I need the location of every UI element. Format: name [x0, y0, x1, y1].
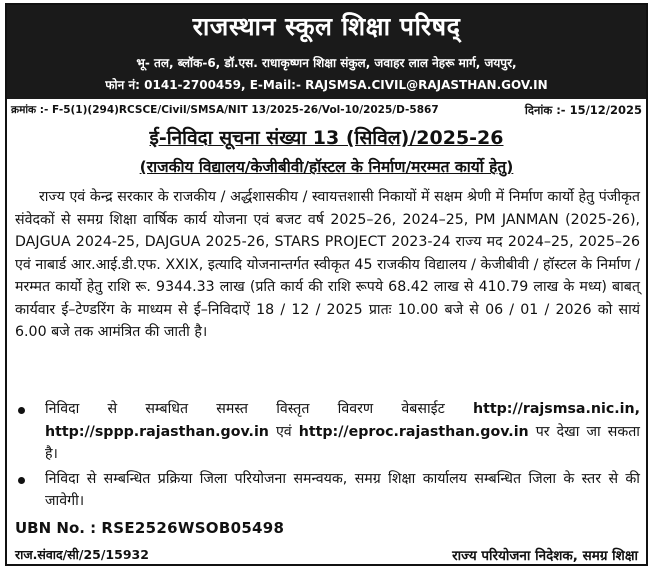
bullet-dot-icon: [18, 477, 25, 484]
body-paragraph: राज्य एवं केन्द्र सरकार के राजकीय / अर्द्धशासकीय / स्वायत्तशासी निकायों में सक्षम श्रेणी में निर्माण कार्यो हेतु पंजीकृत संवेदकों से समग्र शिक्षा वार्षिक कार्य योजना एवं बजट वर्ष 2025–26, 2024–25, PM JANMAN (2025-26), DAJGUA 2024-25, DAJGUA 2025-26, STARS PROJECT 2023-24 राज्य मद 2024–25, 2025–26 एवं नाबार्ड आर.आई.डी.एफ. XXIX, इत्यादि योजनान्तर्गत स्वीकृत 45 राजकीय विद्यालय / केजीबीवी / हॉस्टल के निर्माण / मरम्मत कार्यो हेतु राशि रू. 9344.33 लाख (प्रति कार्य की राशि रूपये 68.42 लाख से 410.79 लाख के मध्य) बाबत् कार्यवार ई–टेण्डरिंग के माध्यम से ई–निविदाऐं 18 / 12 / 2025 प्रातः 10.00 बजे से 06 / 01 / 2026 को सायं 6.00 बजे तक आमंत्रित की जाती है।: [15, 189, 640, 340]
bullet-text: निविदा से सम्बन्धित प्रक्रिया जिला परियोजना समन्वयक, समग्र शिक्षा कार्यालय सम्बन्धित जिला के स्तर से की जावेगी।: [45, 470, 640, 509]
link-sppp[interactable]: http://sppp.rajasthan.gov.in: [45, 423, 269, 440]
org-contact: [7, 76, 646, 93]
raj-samvad-number: राज.संवाद/सी/25/15932: [15, 547, 149, 562]
bullet-dot-icon: [18, 407, 25, 414]
bullet-item-website: [15, 398, 640, 466]
email-address: RAJSMSA.CIVIL@RAJASTHAN.GOV.IN: [305, 78, 548, 92]
ubn-label: UBN No. :: [15, 519, 97, 537]
org-address: भू- तल, ब्लॉक-6, डॉ.एस. राधाकृष्णन शिक्षा संकुल, जवाहर लाल नेहरू मार्ग, जयपुर,: [136, 56, 517, 70]
notice-subtitle-text: (राजकीय विद्यालय/केजीबीवी/हॉस्टल के निर्माण/मरम्मत कार्यो हेतु): [139, 158, 514, 176]
tender-notice: [5, 3, 648, 566]
notice-title-text: ई-निविदा सूचना संख्या 13 (सिविल)/2025-26: [149, 127, 504, 149]
bullet-text: निविदा से सम्बधित समस्त विस्तृत विवरण वेबसाईट: [45, 401, 445, 417]
reference-number: [11, 103, 439, 117]
ubn-number: [15, 519, 284, 537]
date-label: दिनांक :-: [524, 103, 566, 117]
notice-bullets: [15, 398, 640, 515]
phone-number: 0141-2700459,: [144, 78, 246, 92]
ubn-value: RSE2526WSOB05498: [101, 519, 285, 537]
email-label: E-Mail:-: [249, 78, 301, 92]
date-value: 15/12/2025: [569, 103, 642, 117]
header-banner: [7, 5, 646, 99]
org-name: राजस्थान स्कूल शिक्षा परिषद्: [192, 12, 461, 41]
bullet-item-process: [15, 468, 640, 513]
phone-label: फोन नं:: [105, 78, 140, 92]
bullet-text: पर देखा जा सकता है।: [45, 423, 640, 462]
notice-subtitle: [7, 155, 646, 177]
issuing-authority: राज्य परियोजना निदेशक, समग्र शिक्षा: [452, 548, 638, 564]
notice-title: [7, 124, 646, 150]
link-eproc[interactable]: http://eproc.rajasthan.gov.in: [298, 423, 529, 440]
link-rajsmsa[interactable]: http://rajsmsa.nic.in,: [472, 401, 641, 417]
kramank-value: F-5(1)(294)RCSCE/Civil/SMSA/NIT 13/2025-26/Vol-10/2025/D-5867: [52, 104, 439, 116]
bullet-text: एवं: [275, 423, 292, 440]
kramank-label: क्रमांक :-: [11, 104, 49, 116]
reference-date: [525, 103, 642, 118]
notice-body: [15, 186, 640, 344]
